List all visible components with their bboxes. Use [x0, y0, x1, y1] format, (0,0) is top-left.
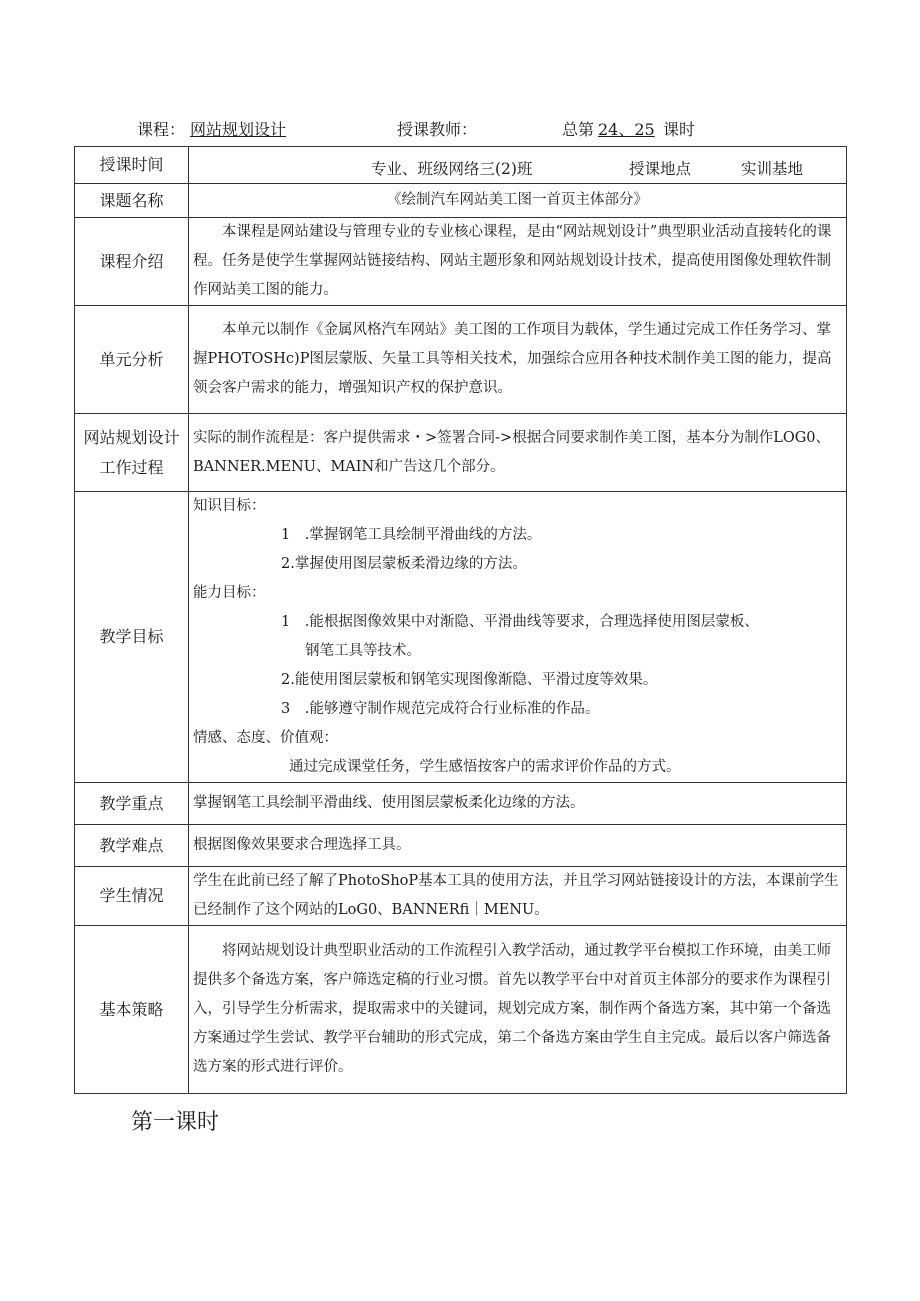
emotion-head: 情感、态度、价值观：: [193, 730, 338, 746]
header-line: [0, 117, 920, 139]
emotion-item-1: 通过完成课堂任务，学生感悟按客户的需求评价作品的方式。: [289, 759, 681, 775]
label-intro: 课程介绍: [75, 218, 189, 306]
strategy-text: 将网站规划设计典型职业活动的工作流程引入教学活动，通过教学平台模拟工作环境，由美工师提供多个备选方案，客户筛选定稿的行业习惯。首先以教学平台中对首页主体部分的要求作为课程引入，引导学生分析需求，提取需求中的关键词，规划完成方案，制作两个备选方案，其中第一个备选方案通过学生尝试、教学平台辅助的形式完成，第二个备选方案由学生自主完成。最后以客户筛选备选方案的形式进行评价。: [189, 926, 847, 1094]
course-label: 课程：: [137, 120, 186, 139]
total-hours-prefix: 总第: [562, 120, 595, 139]
intro-text: 本课程是网站建设与管理专业的专业核心课程，是由“网站规划设计”典型职业活动直接转化的课程。任务是使学生掌握网站链接结构、网站主题形象和网站规划设计技术，提高使用图像处理软件制作网站美工图的能力。: [189, 218, 847, 306]
process-text: 实际的制作流程是：客户提供需求・>签署合同->根据合同要求制作美工图，基本分为制作LOG0、BANNER.MENU、MAIN和广告这几个部分。: [189, 414, 847, 492]
ability-item-1: 1 .能根据图像效果中对渐隐、平滑曲线等要求，合理选择使用图层蒙板、: [281, 614, 759, 630]
label-strategy: 基本策略: [75, 926, 189, 1094]
ability-head: 能力目标：: [193, 585, 266, 601]
students-text: 学生在此前已经了解了PhotoShoP基本工具的使用方法，并且学习网站链接设计的方法，本课前学生已经制作了这个网站的LoG0、BANNERfi｜MENU。: [189, 867, 847, 926]
row-topic: [75, 184, 847, 218]
teacher-label: 授课教师：: [397, 120, 478, 139]
row-difficulty: [75, 825, 847, 867]
lesson-plan-table: [74, 146, 847, 1094]
row-teaching-time: [75, 147, 847, 184]
label-process-line2: 工作过程: [99, 457, 164, 477]
label-topic: 课题名称: [75, 184, 189, 218]
row-key-points: [75, 783, 847, 825]
course-value: 网站规划设计: [190, 120, 287, 139]
row-students: [75, 867, 847, 926]
label-goals: 教学目标: [75, 492, 189, 783]
label-difficulty: 教学难点: [75, 825, 189, 867]
ability-item-3: 3 .能够遵守制作规范完成符合行业标准的作品。: [281, 701, 600, 717]
knowledge-head: 知识目标：: [193, 498, 266, 514]
row-unit: [75, 306, 847, 414]
place-value: 实训基地: [741, 160, 804, 178]
row-strategy: [75, 926, 847, 1094]
major-class: 专业、班级网络三(2)班: [371, 160, 533, 178]
knowledge-item-2: 2.掌握使用图层蒙板柔滑边缘的方法。: [281, 556, 527, 572]
label-unit: 单元分析: [75, 306, 189, 414]
row-process: [75, 414, 847, 492]
unit-text: 本单元以制作《金属风格汽车网站》美工图的工作项目为载体，学生通过完成工作任务学习、掌握PHOTOSHc)P图层蒙版、矢量工具等相关技术，加强综合应用各种技术制作美工图的能力，提高领会客户需求的能力，增强知识产权的保护意识。: [189, 306, 847, 414]
total-hours-suffix: 课时: [663, 120, 696, 139]
topic-value: 《绘制汽车网站美工图一首页主体部分》: [189, 184, 847, 218]
row-goals: [75, 492, 847, 783]
cell-teaching-time: [189, 147, 847, 184]
label-students: 学生情况: [75, 867, 189, 926]
knowledge-item-1: 1 .掌握钢笔工具绘制平滑曲线的方法。: [281, 527, 542, 543]
label-process-line1: 网站规划设计: [83, 427, 180, 447]
label-teaching-time: 授课时间: [75, 147, 189, 184]
label-process: [75, 414, 189, 492]
row-intro: [75, 218, 847, 306]
place-label: 授课地点: [629, 160, 692, 178]
difficulty-text: 根据图像效果要求合理选择工具。: [189, 825, 847, 867]
ability-item-1-cont: 钢笔工具等技术。: [305, 643, 421, 659]
total-hours-value: 24、25: [598, 120, 655, 139]
label-key-points: 教学重点: [75, 783, 189, 825]
key-points-text: 掌握钢笔工具绘制平滑曲线、使用图层蒙板柔化边缘的方法。: [189, 783, 847, 825]
goals-cell: [189, 492, 847, 783]
section-title: 第一课时: [131, 1110, 220, 1135]
ability-item-2: 2.能使用图层蒙板和钢笔实现图像渐隐、平滑过度等效果。: [281, 672, 658, 688]
